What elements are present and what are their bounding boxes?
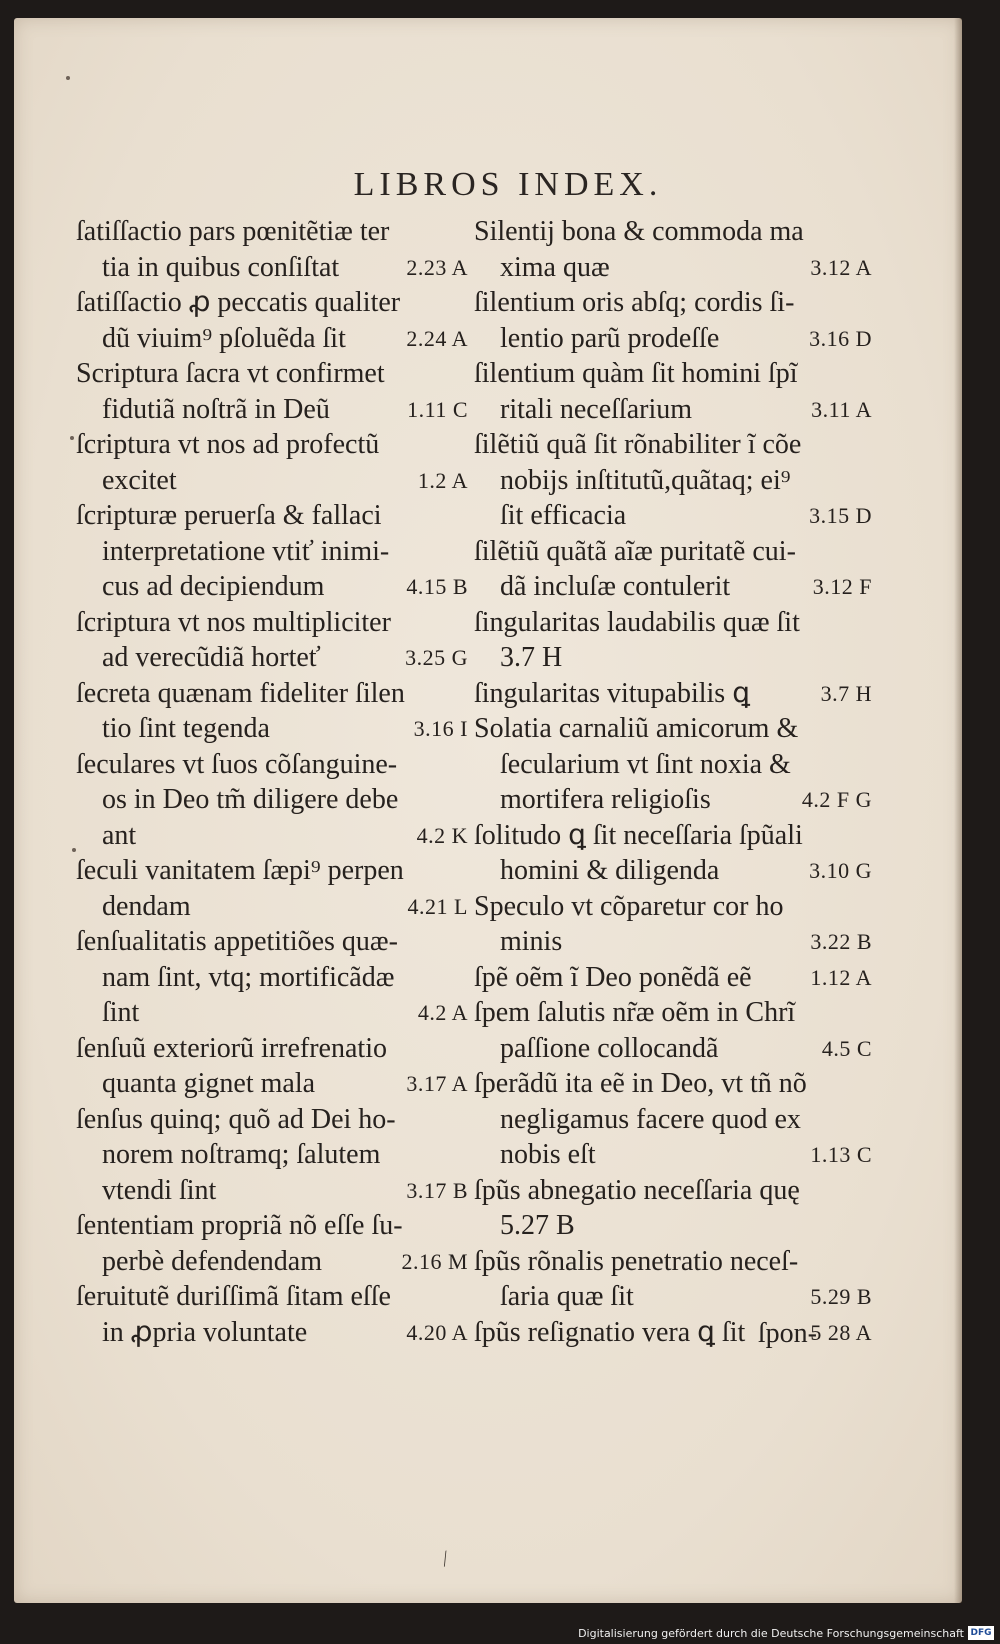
index-entry-text: ſeruitutẽ duriſſimã ſitam eſſe xyxy=(76,1281,391,1312)
index-line xyxy=(76,960,468,996)
index-entry-text: mortifera religioſis xyxy=(500,784,711,815)
index-line xyxy=(474,250,872,286)
index-entry-text: ſecreta quænam fideliter ſilen xyxy=(76,677,405,709)
index-line xyxy=(76,427,468,463)
index-line xyxy=(76,747,468,783)
index-entry-ref: 4.21 L xyxy=(407,893,468,919)
index-line xyxy=(474,1208,872,1244)
index-entry-text: negligamus facere quod ex xyxy=(500,1103,801,1135)
index-entry-text: ſilẽtiũ quã ſit rõnabiliter ĩ cõe xyxy=(474,429,802,460)
index-entry-text: ſcriptura vt nos multipliciter xyxy=(76,606,391,638)
index-entry-ref: 3.15 D xyxy=(809,503,872,528)
index-entry-text: ſilentium oris abſq; cordis ſi- xyxy=(474,287,795,318)
index-column-right xyxy=(474,214,872,1350)
index-line xyxy=(474,818,872,854)
index-line xyxy=(76,605,468,641)
running-head: LIBROS INDEX. xyxy=(353,166,663,203)
index-line xyxy=(76,1208,468,1244)
footer-bar xyxy=(0,1620,1000,1644)
index-entry-ref: 4.2 K xyxy=(416,822,468,848)
index-line xyxy=(76,285,468,321)
index-line xyxy=(474,676,872,712)
index-line xyxy=(474,356,872,392)
index-line xyxy=(76,498,468,534)
index-entry-text: vtendi ſint xyxy=(102,1174,217,1206)
index-line xyxy=(76,1173,468,1209)
index-entry-text: ſecularium vt ſint noxia & xyxy=(500,748,791,780)
index-line xyxy=(474,605,872,641)
index-entry-ref: 3.12 F xyxy=(812,574,872,599)
index-entry-text: quanta gignet mala xyxy=(102,1068,316,1099)
index-entry-ref: 3.22 B xyxy=(810,929,872,954)
index-entry-text: norem noſtramq; ſalutem xyxy=(102,1139,381,1170)
index-line xyxy=(474,995,872,1031)
index-entry-text: ſpũs reſignatio vera ꝗ ſit xyxy=(474,1316,746,1348)
paper-speck xyxy=(66,76,70,80)
index-line xyxy=(474,711,872,747)
index-entry-text: Scriptura ſacra vt confirmet xyxy=(76,358,385,389)
index-entry-ref: 4.2 A xyxy=(417,1000,468,1025)
index-entry-text: interpretatione vtiť inimi- xyxy=(102,535,390,567)
index-entry-text: ſpũs rõnalis penetratio neceſ- xyxy=(474,1245,799,1277)
index-line xyxy=(474,321,872,357)
index-entry-ref: 2.16 M xyxy=(401,1248,468,1274)
index-line xyxy=(76,463,468,499)
book-page xyxy=(14,18,962,1603)
index-line xyxy=(474,1279,872,1315)
index-entry-ref: 3.17 A xyxy=(406,1071,468,1096)
index-entry-text: cus ad decipiendum xyxy=(102,571,325,602)
index-entry-text: xima quæ xyxy=(500,251,610,283)
index-entry-ref: 3.10 G xyxy=(809,858,872,883)
index-line xyxy=(76,1031,468,1067)
index-line xyxy=(76,1102,468,1138)
index-entry-text: lentio parũ prodeſſe xyxy=(500,322,720,354)
index-entry-ref: 2.24 A xyxy=(406,325,468,351)
index-line xyxy=(76,924,468,960)
ink-mark: ⁄ xyxy=(438,1548,453,1570)
index-line xyxy=(474,569,872,605)
index-entry-text: ſeculi vanitatem ſæpi⁹ perpen xyxy=(76,855,404,886)
index-line xyxy=(474,924,872,960)
index-entry-text: 5.27 B xyxy=(500,1210,575,1241)
index-entry-text: ad verecũdiã horteť xyxy=(102,642,321,673)
index-line xyxy=(474,463,872,499)
index-entry-text: ſatiſſactio ꝓ peccatis qualiter xyxy=(76,287,401,318)
index-entry-ref: 4.2 F G xyxy=(801,787,872,812)
index-entry-ref: 3.12 A xyxy=(810,254,872,280)
index-line xyxy=(474,1102,872,1138)
index-line xyxy=(76,640,468,676)
index-entry-ref: 3.7 H xyxy=(820,680,872,706)
index-entry-text: minis xyxy=(500,926,563,957)
index-line xyxy=(474,1066,872,1102)
index-entry-text: ſcripturæ peruerſa & fallaci xyxy=(76,500,382,531)
index-line xyxy=(474,534,872,570)
index-entry-text: ſilẽtiũ quãtã aĩæ puritatẽ cui- xyxy=(474,535,796,567)
index-entry-text: paſſione collocandã xyxy=(500,1032,719,1064)
index-line xyxy=(474,214,872,250)
index-line xyxy=(76,676,468,712)
index-entry-text: ſpẽ oẽm ĩ Deo ponẽdã eẽ xyxy=(474,961,752,993)
index-line xyxy=(76,818,468,854)
index-line xyxy=(474,1244,872,1280)
digitization-credit: Digitalisierung gefördert durch die Deutsche Forschungsgemeinschaft xyxy=(578,1627,964,1640)
index-entry-text: ritali neceſſarium xyxy=(500,393,693,425)
index-entry-text: dũ viuim⁹ pſoluẽda ſit xyxy=(102,322,346,354)
index-column-left xyxy=(76,214,468,1350)
index-entry-ref: 3.25 G xyxy=(405,645,468,670)
index-entry-text: ſpem ſalutis nr̃æ oẽm in Chrĩ xyxy=(474,997,796,1028)
index-entry-text: excitet xyxy=(102,464,177,496)
index-entry-ref: 3.16 I xyxy=(413,716,468,741)
index-line xyxy=(474,640,872,676)
paper-speck xyxy=(70,436,74,440)
index-entry-ref: 2.23 A xyxy=(406,254,468,280)
index-line xyxy=(474,747,872,783)
catchword: ſpon- xyxy=(757,1318,817,1349)
index-line xyxy=(474,782,872,818)
index-entry-text: ſatiſſactio pars pœnitẽtiæ ter xyxy=(76,216,390,247)
index-entry-ref: 1.13 C xyxy=(810,1142,872,1167)
index-entry-text: ant xyxy=(102,819,137,851)
index-entry-ref: 1.11 C xyxy=(407,396,468,422)
index-entry-text: ſenſualitatis appetitiões quæ- xyxy=(76,926,398,957)
index-line xyxy=(76,356,468,392)
index-entry-text: ſaria quæ ſit xyxy=(500,1281,634,1312)
index-entry-text: in ꝓpria voluntate xyxy=(102,1316,308,1348)
index-line xyxy=(474,853,872,889)
index-entry-ref: 1.2 A xyxy=(417,467,468,493)
index-line xyxy=(76,321,468,357)
index-entry-text: ſenſuũ exteriorũ irrefrenatio xyxy=(76,1032,387,1064)
index-line xyxy=(474,1173,872,1209)
index-entry-ref: 4.15 B xyxy=(406,574,468,599)
index-line xyxy=(474,889,872,925)
index-entry-text: perbè defendendam xyxy=(102,1245,322,1277)
index-entry-ref: 3.17 B xyxy=(406,1177,468,1203)
index-entry-text: ſingularitas laudabilis quæ ſit xyxy=(474,606,800,638)
index-entry-text: 3.7 H xyxy=(500,642,563,673)
index-entry-text: ſint xyxy=(102,997,140,1028)
index-entry-text: nobijs inſtitutũ,quãtaq; ei⁹ xyxy=(500,464,791,496)
index-line xyxy=(474,498,872,534)
index-entry-text: fidutiã noſtrã in Deũ xyxy=(102,393,330,425)
index-line xyxy=(76,534,468,570)
index-entry-text: nobis eſt xyxy=(500,1139,596,1170)
index-line xyxy=(474,392,872,428)
index-entry-text: ſolitudo ꝗ ſit neceſſaria ſpũali xyxy=(474,819,803,851)
index-line xyxy=(76,1066,468,1102)
index-line xyxy=(76,569,468,605)
index-entry-text: ſpũs abnegatio neceſſaria quę xyxy=(474,1174,800,1206)
index-entry-text: dendam xyxy=(102,890,191,922)
index-line xyxy=(76,1279,468,1315)
index-entry-text: Speculo vt cõparetur cor ho xyxy=(474,890,784,922)
index-line xyxy=(474,1137,872,1173)
index-entry-text: tia in quibus conſiſtat xyxy=(102,251,340,283)
index-entry-ref: 1.12 A xyxy=(810,964,872,990)
index-entry-ref: 5 28 A xyxy=(810,1319,872,1345)
index-line xyxy=(76,1244,468,1280)
index-entry-text: ſilentium quàm ſit homini ſpĩ xyxy=(474,358,798,389)
index-entry-ref: 5.29 B xyxy=(810,1284,872,1309)
index-entry-text: ſit efficacia xyxy=(500,500,627,531)
index-line xyxy=(474,1031,872,1067)
dfg-logo: DFG xyxy=(968,1626,994,1640)
index-line xyxy=(76,711,468,747)
index-entry-text: os in Deo tm̃ diligere debe xyxy=(102,784,399,815)
index-line xyxy=(76,250,468,286)
index-line xyxy=(76,1315,468,1351)
index-entry-ref: 4.20 A xyxy=(406,1319,468,1345)
index-entry-text: ſcriptura vt nos ad profectũ xyxy=(76,429,380,460)
index-entry-ref: 3.16 D xyxy=(809,325,872,351)
index-entry-text: Silentij bona & commoda ma xyxy=(474,216,804,247)
index-entry-text: ſenſus quinq; quõ ad Dei ho- xyxy=(76,1103,396,1135)
index-entry-ref: 4.5 C xyxy=(821,1035,872,1061)
index-line xyxy=(76,853,468,889)
index-entry-text: Solatia carnaliũ amicorum & xyxy=(474,713,799,744)
index-entry-text: ſperãdũ ita eẽ in Deo, vt tñ nõ xyxy=(474,1068,807,1099)
index-entry-text: homini & diligenda xyxy=(500,855,720,886)
index-line xyxy=(474,960,872,996)
index-line xyxy=(474,427,872,463)
index-line xyxy=(76,1137,468,1173)
page-edge-shadow xyxy=(954,18,962,1603)
index-entry-text: tio ſint tegenda xyxy=(102,713,270,744)
index-entry-text: nam ſint, vtq; mortificãdæ xyxy=(102,961,395,993)
index-line xyxy=(76,889,468,925)
index-entry-text: ſeculares vt ſuos cõſanguine- xyxy=(76,748,398,780)
index-line xyxy=(76,782,468,818)
index-line xyxy=(76,392,468,428)
index-entry-text: ſententiam propriã nõ eſſe ſu- xyxy=(76,1210,403,1241)
index-line xyxy=(76,995,468,1031)
index-line xyxy=(474,285,872,321)
index-entry-ref: 3.11 A xyxy=(811,396,872,422)
index-entry-text: dã incluſæ contulerit xyxy=(500,571,731,602)
index-entry-text: ſingularitas vitupabilis ꝗ xyxy=(474,677,750,709)
index-line xyxy=(76,214,468,250)
